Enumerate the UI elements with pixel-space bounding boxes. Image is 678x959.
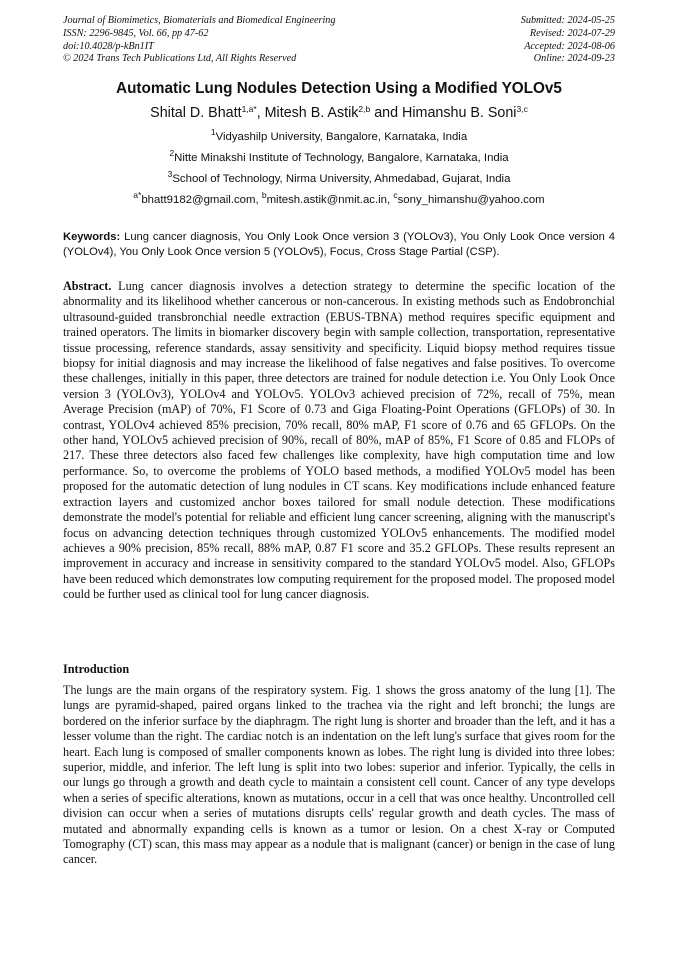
date-accepted: Accepted: 2024-08-06 — [524, 40, 615, 52]
author-affiliation-mark: 2,b — [358, 104, 371, 114]
introduction-paragraph: The lungs are the main organs of the respiratory system. Fig. 1 shows the gross anatomy of the lung [1]. The lungs are pyramid-shaped, paired organs linked to the trachea via the right and left bronchi; the lungs are bordered on the inferior surface by the diaphragm. The right lung is shorter and broader than the left, and it has a lesser volume than the right. The cardiac notch is an indentation on the left lung's surface that gives room for the heart. Each lung is composed of smaller components known as lobes. The right lung is divided into three lobes: superior, middle, and inferior. The left lung is split into two lobes: superior and inferior. Typically, the cells in our lungs go through a growth and death cycle to maintain a consistent cell count. Cancer of any type develops when a series of specific alterations, known as mutations, occur in a cell that was once healthy. Uncontrolled cell division can occur when a series of mutations disrupts cells' regular growth and death cycles. The mass of mutated and abnormally expanding cells is known as a tumor or lesion. On a chest X-ray or Computed Tomography (CT) scan, this mass may appear as a nodule that is malignant (cancer) or benign in the case of lung cancer. — [63, 683, 615, 867]
affiliation — [0, 169, 678, 185]
date-online: Online: 2024-09-23 — [533, 53, 615, 65]
abstract-paragraph — [63, 279, 615, 603]
journal-header-right — [521, 15, 615, 66]
author-separator: , — [256, 105, 265, 121]
journal-doi[interactable]: doi:10.4028/p-kBn1IT — [63, 40, 154, 52]
keywords-paragraph — [63, 230, 615, 259]
affiliation — [0, 127, 678, 143]
affiliation-mark: 2 — [169, 148, 175, 158]
email-separator: , — [255, 194, 262, 206]
journal-issn: ISSN: 2296-9845, Vol. 66, pp 47-62 — [63, 27, 209, 39]
affiliation-mark: 3 — [167, 169, 173, 179]
author-affiliation-mark: 3,c — [516, 104, 528, 114]
email-mark: b — [261, 190, 267, 200]
email-separator: , — [387, 194, 394, 206]
abstract-label: Abstract. — [63, 279, 112, 293]
journal-copyright: © 2024 Trans Tech Publications Ltd, All Rights Reserved — [63, 53, 297, 65]
keywords-label: Keywords: — [63, 231, 121, 243]
journal-header-left — [63, 15, 335, 66]
abstract-text: Lung cancer diagnosis involves a detection strategy to determine the specific location of the abnormality and its likelihood whether cancerous or non-cancerous. In existing methods such as Endobronchial ultrasound-guided transbronchial needle extraction (EBUS-TBNA) method requires specific equipment and trained operators. The limits in biomarker discovery begin with sample collection, transportation, representative tissue processing, reference standards, assay sensitivity and specificity. Liquid biopsy method requires tissue biopsy for initial diagnosis and may increase the likelihood of false negatives and false positives. To overcome these challenges, initially in this paper, three detectors are trained for nodule detection i.e. You Only Look Once version 3 (YOLOv3), YOLOv4 and YOLOv5. YOLOv3 achieved precision of 72%, recall of 75%, mean Average Precision (mAP) of 70%, F1 Score of 0.73 and Giga Floating-Point Operations (GFLOPs) of 30. In contrast, YOLOv4 achieved 85% precision, 70% recall, 80% mAP, F1 score of 0.76 and 65 GFLOPs. On the other hand, YOLOv5 achieved precision of 90%, recall of 80%, mAP of 85%, F1 Score of 0.85 and FLOPs of 217. These three detectors also faced few challenges like complexity, have high computation time and low performance. So, to overcome the problems of YOLO based methods, a modified YOLOv5 model has been proposed for the automatic detection of lung nodules in CT scans. Key modifications include enhanced feature extraction layers and customized anchor boxes tailored for small nodule detection. These modifications demonstrate the model's potential for reliable and efficient lung cancer screening, aligning with the manuscript's focus on advancing detection techniques through customized YOLOv5 enhancements. The modified model achieves a 90% precision, 85% recall, 88% mAP, 0.87 F1 score and 35.2 GFLOPs. These results represent an improvement in accuracy and increase in sensitivity compared to the standard YOLOv5 model. Also, GFLOPs have been reduced which demonstrates low computing requirement for the proposed model. The proposed model could be further used as clinical tool for lung cancer diagnosis. — [63, 279, 615, 602]
author-name: Shital D. Bhatt — [150, 105, 242, 121]
author-emails — [0, 190, 678, 206]
affiliation — [0, 148, 678, 164]
email-link[interactable]: mitesh.astik@nmit.ac.in — [266, 194, 388, 206]
email-link[interactable]: bhatt9182@gmail.com — [141, 194, 256, 206]
author-conjunction: and — [370, 105, 403, 121]
email-link[interactable]: sony_himanshu@yahoo.com — [397, 194, 545, 206]
keywords-text: Lung cancer diagnosis, You Only Look Once version 3 (YOLOv3), You Only Look Once version 4 (YOLOv4), You Only Look Once version 5 (YOLOv5), Focus, Cross Stage Partial (CSP). — [63, 231, 615, 258]
affiliation-text: School of Technology, Nirma University, Ahmedabad, Gujarat, India — [172, 173, 511, 185]
email-mark: c — [393, 190, 398, 200]
author-affiliation-mark: 1,a* — [241, 104, 257, 114]
paper-title: Automatic Lung Nodules Detection Using a Modified YOLOv5 — [116, 80, 562, 97]
date-revised: Revised: 2024-07-29 — [529, 27, 615, 39]
email-mark: a* — [133, 190, 142, 200]
author-name: Mitesh B. Astik — [264, 105, 359, 121]
introduction-heading: Introduction — [63, 662, 130, 676]
journal-name: Journal of Biomimetics, Biomaterials and Biomedical Engineering — [63, 15, 336, 26]
affiliation-text: Nitte Minakshi Institute of Technology, Bangalore, Karnataka, India — [174, 152, 509, 164]
affiliation-text: Vidyashilp University, Bangalore, Karnataka, India — [215, 131, 468, 143]
affiliation-mark: 1 — [210, 127, 216, 137]
author-name: Himanshu B. Soni — [402, 105, 517, 121]
author-list — [0, 105, 678, 121]
date-submitted: Submitted: 2024-05-25 — [520, 15, 615, 26]
